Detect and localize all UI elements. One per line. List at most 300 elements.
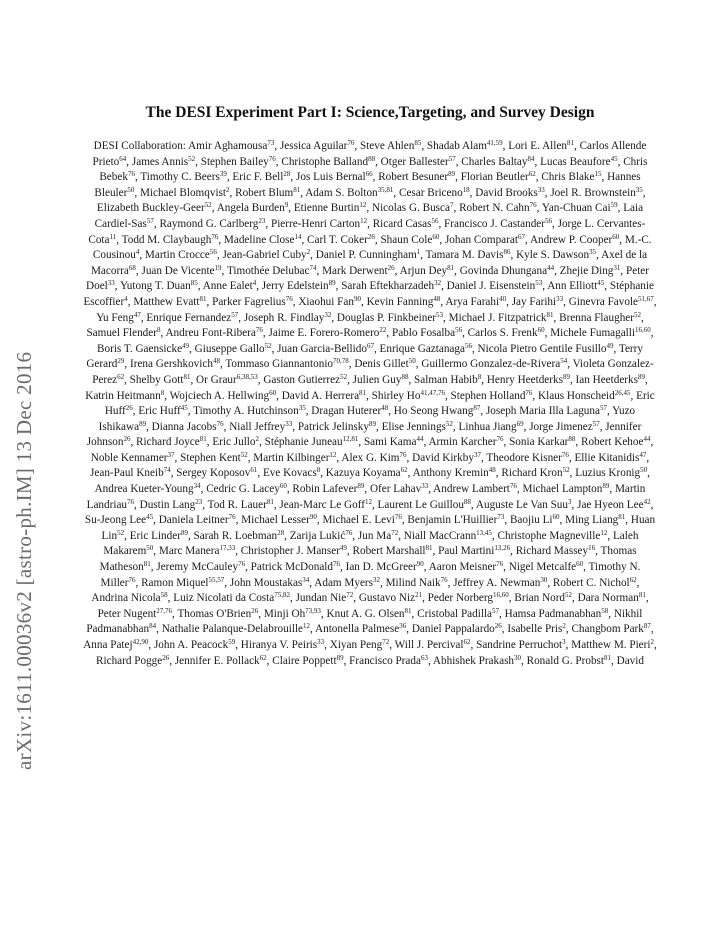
author-entry — [359, 592, 422, 604]
author-name: David Brooks — [475, 186, 538, 199]
author-affiliation: 52 — [188, 154, 196, 163]
author-affiliation: 81 — [618, 513, 626, 522]
author-name: Laia Cardiel-Sas — [94, 202, 644, 230]
author-affiliation: 35 — [635, 185, 643, 194]
author-affiliation: 26 — [494, 622, 502, 631]
author-affiliation: 89 — [448, 170, 456, 179]
author-entry — [453, 577, 547, 589]
author-entry — [530, 234, 619, 246]
author-entry — [294, 202, 367, 214]
author-affiliation: 48 — [381, 404, 389, 413]
author-name: Daniel P. Cunningham — [315, 249, 417, 262]
author-affiliation: 56 — [545, 216, 553, 225]
author-name: David Kirkby — [412, 451, 474, 464]
author-affiliation: 52 — [445, 419, 453, 428]
author-affiliation: 12 — [329, 450, 337, 459]
author-affiliation: 3 — [562, 638, 566, 646]
author-affiliation: 52 — [204, 201, 212, 210]
author-name: David — [616, 654, 644, 667]
author-name: Elizabeth Buckley-Geer — [96, 202, 205, 215]
author-name: Yu Feng — [96, 311, 134, 324]
author-name: Ian D. McGreer — [345, 561, 417, 574]
author-name: Angela Burden — [216, 202, 285, 215]
author-name: Carlos Allende Prieto — [92, 140, 647, 168]
author-entry — [296, 171, 373, 183]
author-affiliation: 54 — [560, 357, 568, 366]
author-entry — [574, 452, 646, 464]
author-name: Ho Seong Hwang — [393, 405, 474, 418]
author-entry — [194, 530, 285, 542]
author-affiliation: 81 — [566, 139, 574, 147]
author-name: Tod R. Lauer — [207, 498, 267, 511]
author-name: Tommaso Giannantonio — [225, 358, 334, 371]
author-affiliation: 69 — [516, 419, 524, 428]
author-entry — [141, 577, 224, 589]
author-affiliation: 29 — [117, 357, 125, 366]
author-entry — [373, 218, 439, 230]
author-entry — [427, 140, 503, 152]
author-affiliation: 49 — [339, 544, 347, 553]
author-name: Pablo Fosalba — [391, 327, 456, 340]
author-entry — [547, 280, 604, 292]
author-entry — [451, 390, 533, 402]
author-entry — [130, 374, 191, 386]
author-name: James Annis — [131, 155, 189, 168]
author-entry — [212, 296, 293, 308]
author-affiliation: 81 — [447, 263, 455, 272]
author-affiliation: 85 — [414, 139, 422, 147]
author-entry — [354, 358, 415, 370]
author-entry — [476, 499, 572, 511]
author-affiliation: 76 — [127, 497, 135, 506]
author-affiliation: 48 — [488, 466, 496, 475]
author-affiliation: 58 — [601, 606, 609, 615]
author-name: Luiz Nicolati da Costa — [173, 592, 275, 605]
author-entry — [438, 545, 510, 557]
author-affiliation: 49 — [182, 341, 190, 350]
author-entry — [130, 358, 220, 370]
author-entry — [337, 312, 443, 324]
author-name: Shirley Ho — [371, 389, 421, 402]
author-entry — [559, 312, 641, 324]
author-name: Klaus Honscheid — [538, 389, 615, 402]
author-name: Douglas P. Finkbeiner — [336, 311, 437, 324]
author-affiliation: 23 — [195, 497, 203, 506]
author-name: Hiranya V. Peiris — [240, 639, 318, 651]
author-affiliation: 50 — [640, 466, 648, 475]
author-affiliation: 72 — [391, 528, 399, 537]
author-entry — [578, 592, 646, 604]
author-affiliation: 81 — [425, 544, 433, 553]
author-entry — [394, 405, 481, 417]
author-affiliation: 45 — [597, 279, 605, 288]
author-entry — [529, 421, 599, 433]
author-name: Jae Hyeon Lee — [577, 498, 644, 511]
author-name: Enrique Gaztanaga — [379, 342, 465, 355]
author-name: Ricard Casas — [372, 217, 432, 230]
author-affiliation: 16,60 — [635, 326, 651, 335]
author-entry — [478, 343, 614, 355]
author-affiliation: 33 — [421, 482, 429, 491]
author-affiliation: 86 — [503, 248, 511, 257]
author-affiliation: 89 — [602, 482, 610, 491]
author-affiliation: 48 — [433, 294, 441, 303]
author-entry — [392, 327, 462, 339]
author-entry — [498, 530, 608, 542]
author-affiliation: 11 — [109, 232, 117, 241]
author-affiliation: 72 — [346, 591, 354, 600]
author-affiliation: 2 — [650, 638, 654, 646]
author-name: M.-C. Cousinou — [92, 233, 652, 262]
author-name: Andrina Nicola — [91, 592, 161, 605]
author-name: Jay Farihi — [511, 295, 557, 308]
author-name: Dragan Huterer — [311, 405, 382, 418]
author-name: Timothy A. Hutchinson — [193, 405, 299, 418]
author-entry — [571, 623, 650, 635]
author-affiliation: 3 — [568, 497, 572, 506]
author-name: Stéphanie Escoffier — [83, 280, 654, 308]
author-entry — [232, 171, 290, 183]
author-affiliation: 47 — [133, 310, 141, 319]
author-affiliation: 89 — [562, 372, 570, 381]
author-entry — [523, 483, 610, 495]
author-name: Andreu Font-Ribera — [165, 327, 256, 340]
author-name: Ronald G. Probst — [526, 654, 605, 667]
author-entry — [193, 405, 306, 417]
author-entry — [241, 639, 324, 651]
author-name: Matthew Evatt — [133, 295, 200, 308]
author-entry — [195, 343, 272, 355]
author-entry — [165, 327, 262, 339]
author-entry — [97, 343, 189, 355]
author-affiliation: 64 — [119, 154, 127, 163]
author-name: Timothée Delubac — [226, 264, 310, 277]
author-name: Dianna Jacobs — [151, 420, 217, 433]
author-affiliation: 75,82 — [274, 591, 290, 600]
author-entry — [372, 390, 445, 402]
author-entry — [370, 483, 428, 495]
author-affiliation: 76 — [333, 560, 340, 569]
author-affiliation: 57 — [492, 606, 500, 615]
author-name: Boris T. Gaensicke — [97, 342, 183, 355]
author-affiliation: 72 — [382, 638, 390, 646]
author-entry — [445, 234, 525, 246]
author-entry — [400, 265, 455, 277]
author-name: Anne Ealet — [202, 280, 253, 293]
author-affiliation: 31 — [613, 263, 621, 272]
author-entry — [140, 499, 203, 511]
author-name: Yuzo Ishikawa — [98, 405, 636, 433]
author-entry — [271, 218, 367, 230]
author-entry — [241, 545, 347, 557]
author-name: Gaston Gutierrez — [263, 373, 341, 386]
paper-title: The DESI Experiment Part I: Science,Targeting, and Survey Design — [145, 104, 595, 121]
author-affiliation: 13,26 — [494, 544, 511, 553]
author-affiliation: 74 — [163, 466, 171, 475]
author-affiliation: 62 — [463, 638, 471, 646]
author-entry — [364, 436, 424, 448]
author-affiliation: 2 — [306, 248, 311, 257]
author-affiliation: 76 — [525, 388, 533, 397]
author-affiliation: 48 — [212, 357, 220, 366]
author-name: Claire Poppett — [272, 654, 337, 667]
author-affiliation: 57 — [599, 404, 607, 413]
author-entry — [382, 421, 453, 433]
author-affiliation: 76 — [347, 139, 355, 147]
author-entry — [380, 234, 439, 246]
author-name: Enrique Fernandez — [146, 311, 232, 324]
author-entry — [459, 421, 524, 433]
author-affiliation: 52 — [340, 372, 348, 381]
author-entry — [241, 514, 317, 526]
author-entry — [565, 514, 625, 526]
author-affiliation: 63 — [420, 653, 428, 662]
author-affiliation: 76 — [255, 326, 263, 335]
author-entry — [468, 327, 545, 339]
author-entry — [290, 530, 353, 542]
author-name: Michael Lesser — [241, 514, 310, 527]
author-name: David A. Herrera — [281, 389, 360, 402]
author-name: Nathalie Palanque-Delabrouille — [161, 623, 304, 636]
author-entry — [138, 405, 187, 417]
author-affiliation: 74 — [309, 263, 317, 272]
author-name: Michael Blomqvist — [139, 186, 227, 199]
author-affiliation: 53 — [436, 310, 444, 319]
author-affiliation: 61 — [250, 466, 258, 475]
author-name: Robert Marshall — [352, 545, 426, 558]
author-affiliation: 45 — [146, 513, 154, 522]
author-entry — [445, 296, 506, 308]
author-name: Kyle S. Dawson — [516, 249, 590, 262]
author-affiliation: 16,60 — [493, 591, 509, 600]
author-name: Jorge L. Cervantes-Cota — [88, 217, 646, 246]
author-affiliation: 76 — [285, 294, 293, 303]
author-name: Sonia Karkar — [509, 436, 569, 449]
author-entry — [296, 592, 354, 604]
author-name: Elise Jennings — [381, 420, 446, 433]
author-affiliation: 4 — [252, 279, 257, 288]
author-affiliation: 76 — [238, 560, 246, 569]
author-affiliation: 56 — [455, 326, 463, 335]
author-entry — [162, 623, 310, 635]
author-affiliation: 81 — [638, 591, 646, 600]
author-entry — [540, 156, 618, 168]
author-affiliation: 17,33 — [219, 544, 236, 553]
author-name: Tamara M. Davis — [425, 249, 504, 262]
author-name: Thomas O'Brien — [177, 607, 252, 620]
author-entry — [224, 234, 302, 246]
author-name: Brenna Flaugher — [559, 311, 634, 324]
author-affiliation: 35,81 — [377, 185, 394, 194]
author-name: Ofer Lahav — [369, 483, 422, 496]
author-name: Cedric G. Lacey — [206, 483, 280, 496]
author-entry — [412, 452, 481, 464]
author-entry — [433, 655, 521, 667]
author-name: Robert Besuner — [378, 171, 449, 184]
author-name: Amir Aghamousa — [188, 140, 268, 152]
author-name: Jerry Edelstein — [261, 280, 329, 293]
author-affiliation: 32 — [373, 575, 381, 584]
author-affiliation: 21 — [415, 591, 423, 600]
author-name: Noble Kennamer — [90, 451, 168, 464]
author-entry — [173, 592, 290, 604]
author-affiliation: 35 — [298, 404, 306, 413]
author-entry — [353, 545, 433, 557]
author-name: Knut A. G. Olsen — [326, 607, 405, 620]
author-entry — [541, 171, 601, 183]
author-affiliation: 76 — [127, 170, 135, 179]
author-affiliation: 35 — [589, 248, 597, 257]
author-name: Timothy C. Beers — [140, 171, 220, 184]
author-affiliation: 89 — [637, 372, 645, 381]
author-name: Eric Huff — [138, 405, 181, 418]
author-affiliation: 76 — [399, 450, 407, 459]
author-affiliation: 4 — [135, 248, 140, 257]
author-name: Christophe Balland — [281, 155, 369, 168]
author-affiliation: 67 — [366, 341, 374, 350]
author-affiliation: 53 — [535, 279, 543, 288]
author-entry — [486, 405, 607, 417]
author-name: Carlos S. Frenk — [467, 327, 538, 340]
author-name: Dara Norman — [577, 592, 639, 605]
author-name: Eric Linder — [129, 529, 181, 542]
author-entry — [159, 514, 236, 526]
author-name: Xiyan Peng — [329, 639, 383, 651]
author-name: Jeremy McCauley — [156, 561, 239, 574]
author-name: Adam S. Bolton — [305, 186, 378, 199]
author-name: Theodore Kisner — [486, 451, 562, 464]
author-name: Matthew M. Pieri — [571, 639, 651, 651]
author-affiliation: 52 — [240, 450, 248, 459]
author-affiliation: 12 — [364, 497, 372, 506]
author-entry — [95, 483, 201, 495]
author-entry — [459, 202, 537, 214]
author-affiliation: 40 — [499, 294, 507, 303]
author-name: Andrew Lambert — [433, 483, 510, 496]
author-name: Robert N. Cahn — [459, 202, 530, 215]
paper-first-page — [82, 104, 658, 669]
author-affiliation: 33 — [107, 279, 115, 288]
author-affiliation: 52 — [264, 341, 272, 350]
author-entry — [413, 467, 496, 479]
author-name: Violeta Gonzalez-Perez — [92, 358, 654, 386]
author-affiliation: 76 — [561, 450, 569, 459]
author-entry — [414, 374, 481, 386]
author-name: Carl T. Coker — [307, 233, 368, 246]
author-name: Joel R. Brownstein — [550, 186, 636, 199]
author-entry — [404, 530, 492, 542]
author-entry — [577, 499, 650, 511]
author-name: Eric F. Bell — [232, 171, 284, 184]
author-entry — [512, 296, 563, 308]
author-entry — [140, 187, 230, 199]
author-entry — [97, 202, 212, 214]
author-affiliation: 2 — [226, 185, 230, 194]
author-entry — [553, 577, 637, 589]
author-name: Ian Heetderks — [575, 373, 638, 386]
author-affiliation: 56 — [431, 216, 439, 225]
author-affiliation: 36 — [399, 622, 407, 631]
author-entry — [569, 296, 654, 308]
author-name: Ramon Miquel — [141, 576, 209, 589]
author-affiliation: 51,67 — [638, 294, 654, 303]
author-name: Jeffrey A. Newman — [453, 576, 541, 589]
author-entry — [85, 514, 153, 526]
author-name: Michael E. Levi — [322, 514, 395, 527]
author-entry — [140, 171, 226, 183]
author-name: Martin Landriau — [86, 483, 646, 511]
author-name: Madeline Close — [223, 233, 295, 246]
author-affiliation: 18 — [462, 185, 470, 194]
author-entry — [235, 187, 300, 199]
author-name: Minji Oh — [263, 607, 306, 620]
author-name: Auguste Le Van Suu — [475, 498, 568, 511]
author-entry — [358, 530, 398, 542]
author-entry — [292, 483, 364, 495]
author-entry — [349, 655, 428, 667]
author-entry — [428, 436, 503, 448]
author-entry — [262, 280, 336, 292]
author-name: Milind Naik — [385, 576, 441, 589]
author-entry — [91, 452, 175, 464]
author-name: Jean-Paul Kneib — [90, 467, 164, 480]
author-affiliation: 81 — [266, 497, 274, 506]
author-name: Christopher J. Manser — [240, 545, 340, 558]
author-name: Richard Joyce — [136, 436, 200, 449]
author-name: Patrick McDonald — [250, 561, 333, 574]
author-name: Guillermo Gonzalez-de-Rivera — [421, 358, 561, 371]
author-entry — [538, 390, 631, 402]
author-entry — [253, 452, 336, 464]
author-entry — [196, 374, 258, 386]
author-affiliation: 59 — [228, 638, 236, 646]
author-name: Jorge Jimenez — [529, 420, 593, 433]
author-entry — [417, 608, 499, 620]
author-affiliation: 7 — [449, 201, 454, 210]
author-entry — [136, 436, 207, 448]
author-affiliation: 26 — [387, 263, 395, 272]
author-name: Armin Karcher — [428, 436, 497, 449]
author-name: Steve Ahlen — [359, 140, 415, 152]
author-affiliation: 41,47,76 — [420, 388, 445, 397]
author-name: Parker Fagrelius — [212, 295, 286, 308]
author-name: Jos Luis Bernal — [296, 171, 366, 184]
author-name: Peter Nugent — [97, 607, 157, 620]
author-name: Eric Jullo — [212, 436, 256, 449]
author-entry — [263, 467, 320, 479]
author-entry — [281, 156, 375, 168]
author-name: Samuel Flender — [86, 327, 157, 340]
author-entry — [280, 140, 354, 152]
author-affiliation: 58 — [160, 591, 168, 600]
author-name: Jean-Gabriel Cuby — [222, 249, 307, 262]
author-entry — [227, 265, 317, 277]
author-affiliation: 89 — [336, 653, 344, 662]
author-affiliation: 12 — [600, 528, 608, 537]
author-entry — [516, 545, 595, 557]
author-entry — [372, 202, 454, 214]
author-entry — [527, 655, 611, 667]
author-affiliation: 81 — [199, 435, 207, 444]
author-entry — [360, 140, 421, 152]
author-affiliation: 81 — [404, 606, 412, 615]
author-entry — [90, 467, 171, 479]
author-name: Charles Baltay — [461, 155, 528, 168]
collaboration-prefix: DESI Collaboration: — [93, 140, 186, 152]
author-name: Kazuya Koyama — [325, 467, 401, 480]
author-name: Peter Doel — [86, 264, 649, 293]
author-affiliation: 60 — [552, 513, 560, 522]
